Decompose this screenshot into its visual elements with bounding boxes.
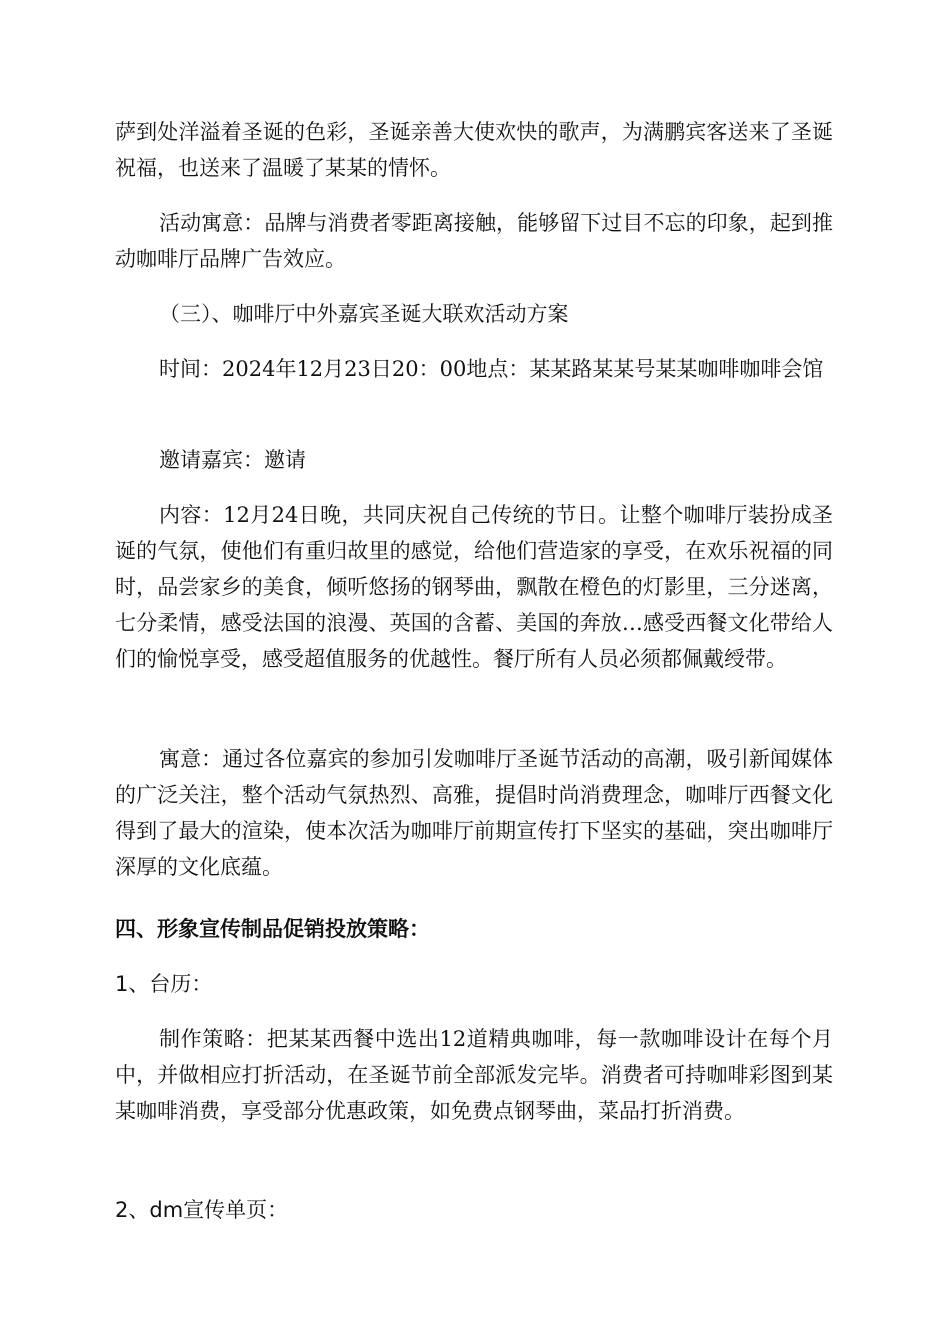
paragraph-significance: 寓意：通过各位嘉宾的参加引发咖啡厅圣诞节活动的高潮，吸引新闻媒体的广泛关注，整个活动气氛热烈、高雅，提倡时尚消费理念，咖啡厅西餐文化得到了最大的渲染，使本次活为咖啡厅前期宣传打下坚实的基础，突出咖啡厅深厚的文化底蕴。	[115, 747, 833, 879]
paragraph-production-strategy: 制作策略：把某某西餐中选出12道精典咖啡，每一款咖啡设计在每个月中，并做相应打折活动，在圣诞节前全部派发完毕。消费者可持咖啡彩图到某某咖啡消费，享受部分优惠政策，如免费点钢琴曲，菜品打折消费。	[115, 1027, 833, 1123]
paragraph-content: 内容：12月24日晚，共同庆祝自己传统的节日。让整个咖啡厅装扮成圣诞的气氛，使他们有重归故里的感觉，给他们营造家的享受，在欢乐祝福的同时，品尝家乡的美食，倾听悠扬的钢琴曲，飘散在橙色的灯影里，三分迷离，七分柔情，感受法国的浪漫、英国的含蓄、美国的奔放…感受西餐文化带给人们的愉悦享受，感受超值服务的优越性。餐厅所有人员必须都佩戴绶带。	[115, 503, 833, 671]
item-heading-desk-calendar: 1、台历：	[115, 972, 213, 996]
paragraph-christmas-atmosphere: 萨到处洋溢着圣诞的色彩，圣诞亲善大使欢快的歌声，为满鹏宾客送来了圣诞祝福，也送来了温暖了某某的情怀。	[115, 120, 833, 180]
paragraph-invited-guests: 邀请嘉宾：邀请	[159, 448, 306, 472]
section-heading-guest-party: （三）、咖啡厅中外嘉宾圣诞大联欢活动方案	[159, 302, 569, 326]
paragraph-activity-meaning: 活动寓意：品牌与消费者零距离接触，能够留下过目不忘的印象，起到推动咖啡厅品牌广告效应。	[115, 211, 833, 271]
paragraph-time-location: 时间：2024年12月23日20：00地点：某某路某某号某某咖啡咖啡会馆	[159, 357, 824, 381]
item-heading-dm-flyer: 2、dm宣传单页：	[115, 1198, 289, 1222]
section-heading-promotion-strategy: 四、形象宣传制品促销投放策略：	[115, 917, 430, 941]
